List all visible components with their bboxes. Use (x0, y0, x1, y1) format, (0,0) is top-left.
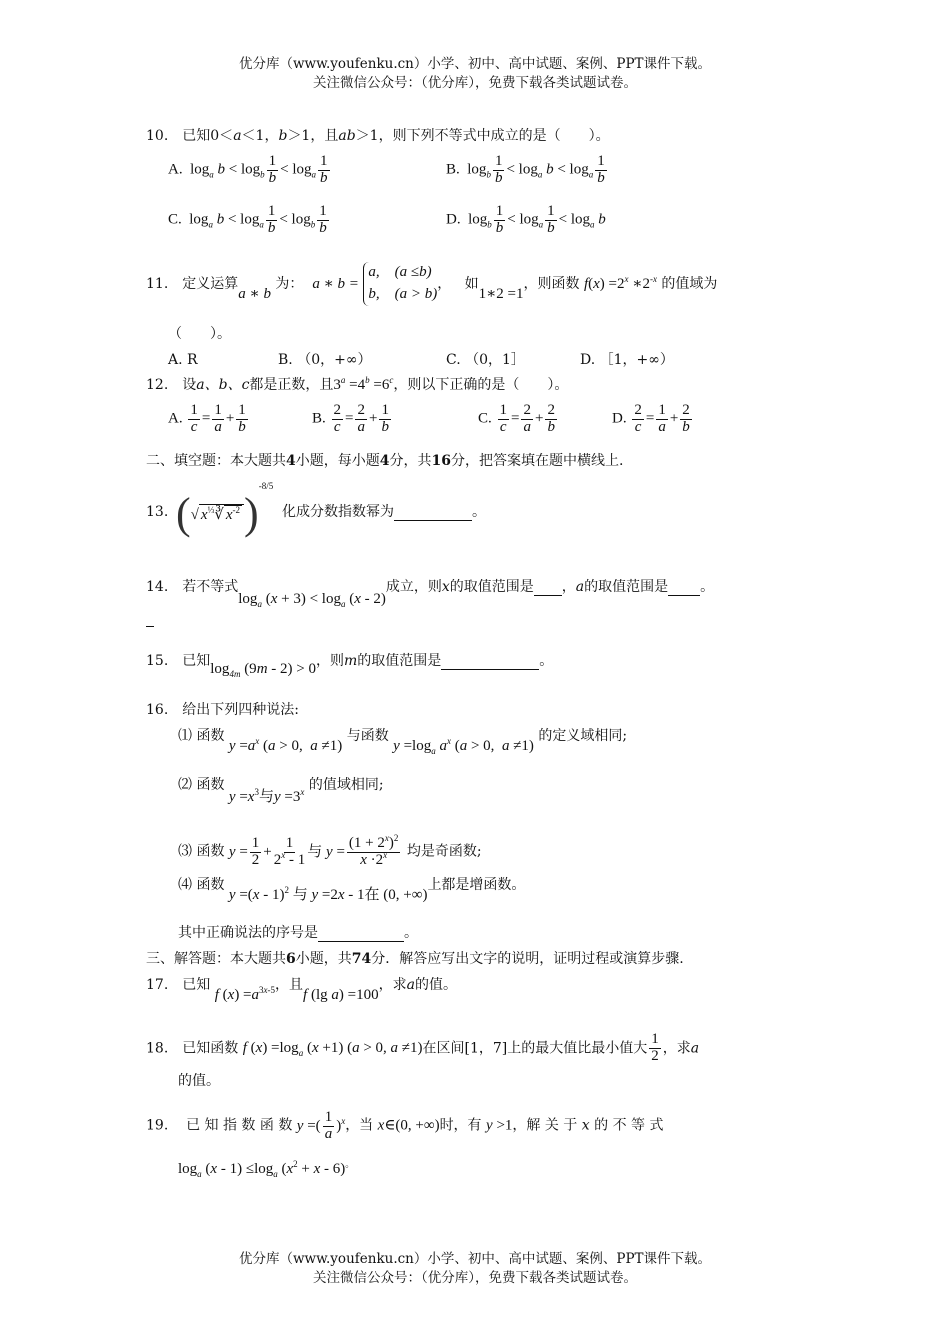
answer-blank-14a[interactable] (534, 581, 562, 596)
question-16-item-2: ⑵ 函数 $y =x^3$与$y =3^x$ 的值域相同; (178, 777, 384, 805)
question-11-option-a: A. R (168, 352, 198, 368)
question-10-option-a: A. $\log_a b < \log_b$ $\frac{1}{b}$ < $\log_a$ $\frac{1}{b}$ (168, 153, 328, 186)
piecewise-brace: a, (a ≤b) b, (a > b) (363, 262, 437, 306)
question-11-option-d: D. ［1，+∞） (580, 352, 674, 368)
question-12-option-a: A. $\frac{1}{c}$ = $\frac{1}{a}$ + $\frac{1}{b}$ (168, 402, 246, 435)
question-12-option-b: B. $\frac{2}{c}$ = $\frac{2}{a}$ + $\frac{1}{b}$ (312, 402, 389, 435)
answer-blank-15[interactable] (441, 655, 539, 670)
question-17: 17. 已知 f $(x) =a^{3x-5}$，且f (lg a) =100，求a的值。 (146, 977, 457, 1003)
question-18-tail: 的值。 (178, 1073, 220, 1089)
question-12-option-d: D. $\frac{2}{c}$ = $\frac{1}{a}$ + $\frac{2}{b}$ (612, 402, 690, 435)
answer-blank-13[interactable] (394, 506, 472, 521)
answer-blank-14b[interactable] (668, 581, 700, 596)
footer-line-2: 关注微信公众号：（优分库），免费下载各类试题试卷。 (313, 1270, 637, 1286)
question-11-option-c: C. （0，1］ (446, 352, 525, 368)
question-13-expression: (√ $x^{\frac{1}{3}}∛$ $x^{-2})^{-8/5}$ (176, 481, 274, 538)
question-14: 14. 若不等式$\log_a (x + 3) < \log_a (x - 2)$成立，则x的取值范围是 ，a的取值范围是 。 (146, 579, 715, 609)
question-16-item-1: ⑴ 函数 $y =a^x$ (a > 0, a ≠1) 与函数 $y =\log_a$ $a^x$ (a > 0, a ≠1) 的定义域相同; (178, 728, 628, 756)
question-19-inequality: $\log_a (x - 1) \le\log_a$ $(x^2 + x - 6)^。$ (178, 1159, 355, 1179)
question-10-option-c: C. $\log_a b < \log_a$ $\frac{1}{b}$ < $\log_b$ $\frac{1}{b}$ (168, 203, 327, 236)
question-10-option-b: B. $\log_b$ $\frac{1}{b}$ < $\log_a b < \log_a$ $\frac{1}{b}$ (446, 153, 605, 186)
header-line-2: 关注微信公众号：（优分库），免费下载各类试题试卷。 (313, 75, 637, 91)
question-19: 19. 已 知 指 数 函 数 y =( $\frac{1}{a}$ )$^x$，当 x∈(0, +∞)时，有 y >1，解 关 于 x 的 不 等 式 (146, 1109, 664, 1142)
question-16-conclusion: 其中正确说法的序号是 。 (178, 925, 418, 941)
question-11-stem: 11. 定义运算a ∗ b 为： a ∗ b = a, (a ≤b) b, (a > b) ， 如1∗2 =1，则函数 $f(x) =2^x$ $∗2^{-x}$ 的值域为 (146, 262, 717, 306)
question-15: 15. 已知$\log_{4m} (9m - 2) > 0$，则m的取值范围是 。 (146, 653, 554, 679)
question-13-number: 13. (146, 504, 169, 520)
question-16-item-3: ⑶ 函数 y = $\frac{1}{2}$ + $\frac{1}{2^x - 1}$ 与 y = $\frac{(1 + 2^x)^2}{x \cdot 2^x}$ 均是奇函数; (178, 833, 482, 868)
question-12-option-c: C. $\frac{1}{c}$ = $\frac{2}{a}$ + $\frac{2}{b}$ (478, 402, 555, 435)
answer-blank-overflow (146, 626, 154, 627)
section-2-heading: 二、填空题：本大题共4小题，每小题4分，共16分，把答案填在题中横线上. (146, 453, 624, 469)
question-16-item-4: ⑷ 函数 y =(x - 1)$^2$ 与 y =2x - 1在 (0, +∞)上都是增函数。 (178, 877, 526, 903)
footer-line-1: 优分库（www.youfenku.cn）小学、初中、高中试题、案例、PPT课件下载。 (238, 1251, 712, 1267)
question-13-text: 化成分数指数幂为 。 (282, 504, 486, 520)
question-11-option-b: B. （0，+∞） (278, 352, 372, 368)
question-12-stem: 12. 设a、b、c都是正数，且$3^a =4^b =6^c$，则以下正确的是（ ）。 (146, 375, 569, 393)
header-line-1: 优分库（www.youfenku.cn）小学、初中、高中试题、案例、PPT课件下载。 (238, 56, 712, 72)
question-18: 18. 已知函数 f $(x) =\log_a$ (x +1) (a > 0, a ≠1)在区间[1，7]上的最大值比最小值大 $\frac{1}{2}$ ，求a (146, 1031, 700, 1064)
question-10-stem: 10. 已知0＜a＜1，b＞1，且ab＞1，则下列不等式中成立的是（ ）。 (146, 128, 610, 144)
section-3-heading: 三、解答题：本大题共6小题，共74分．解答应写出文字的说明，证明过程或演算步骤. (146, 951, 684, 967)
question-11-paren: （ ）。 (168, 326, 231, 342)
question-16-intro: 16. 给出下列四种说法: (146, 702, 299, 718)
question-10-option-d: D. $\log_b$ $\frac{1}{b}$ < $\log_a$ $\frac{1}{b}$ < $\log_a b$ (446, 203, 606, 236)
answer-blank-16[interactable] (318, 927, 404, 942)
